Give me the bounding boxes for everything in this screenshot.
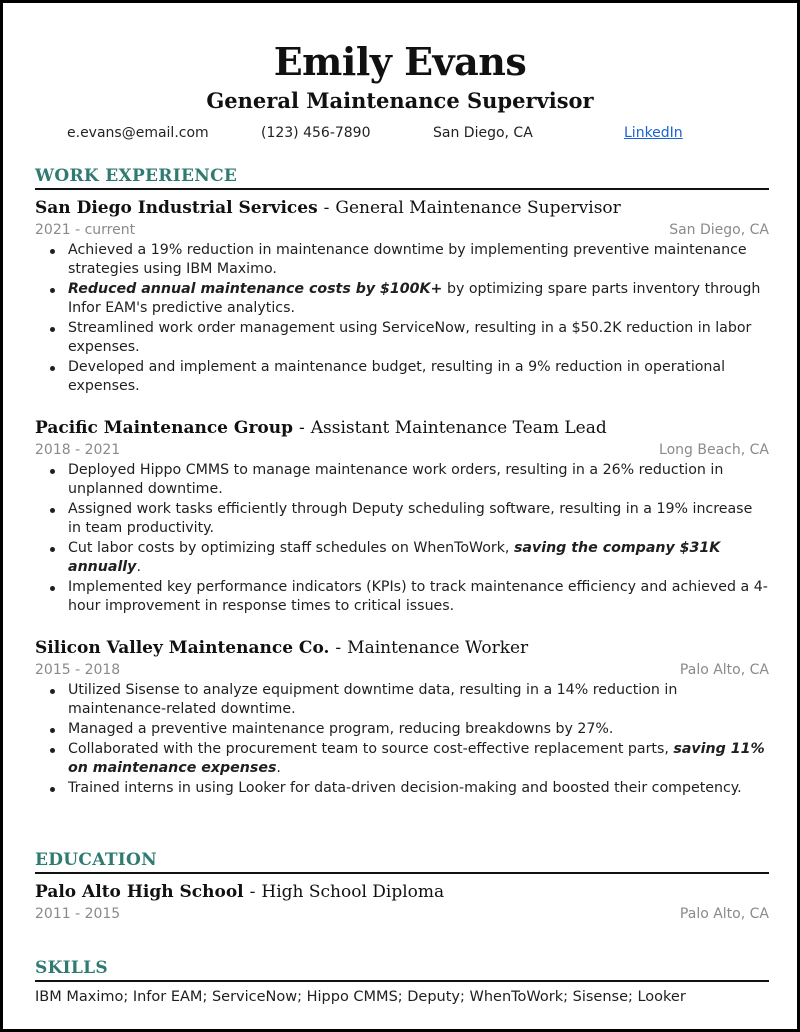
bullet-item: Streamlined work order management using ServiceNow, resulting in a $50.2K reduction in labor expenses. [35,319,769,357]
job-location: San Diego, CA [669,222,769,238]
education-entry [35,881,769,924]
job-location: Palo Alto, CA [679,662,769,678]
section-divider [35,188,769,190]
bullet-item: Managed a preventive maintenance program, reducing breakdowns by 27%. [35,720,769,739]
bullet-item: Cut labor costs by optimizing staff schedules on WhenToWork, saving the company $31K annually. [35,539,769,577]
job-dates: 2018 - 2021 [35,442,121,458]
heading-separator: - [323,198,330,218]
bullet-item: Utilized Sisense to analyze equipment downtime data, resulting in a 14% reduction in maintenance-related downtime. [35,681,769,719]
bullet-item: Deployed Hippo CMMS to manage maintenance work orders, resulting in a 26% reduction in unplanned downtime. [35,461,769,499]
heading-separator: - [335,638,342,658]
job-role: Maintenance Worker [347,638,529,658]
skills-list: IBM Maximo; Infor EAM; ServiceNow; Hippo CMMS; Deputy; WhenToWork; Sisense; Looker [35,989,686,1005]
candidate-name: Emily Evans [273,39,527,84]
section-divider [35,872,769,874]
heading-separator: - [298,418,305,438]
job-company: Pacific Maintenance Group [35,418,293,438]
job-dates: 2015 - 2018 [35,662,121,678]
education-heading [35,881,769,903]
section-title-education: EDUCATION [35,850,157,870]
bullet-item: Reduced annual maintenance costs by $100K+ by optimizing spare parts inventory through Infor EAM's predictive analytics. [35,280,769,318]
job-company: San Diego Industrial Services [35,198,318,218]
contact-location: San Diego, CA [433,125,533,141]
job-entry [35,637,769,799]
job-entry [35,197,769,397]
education-school: Palo Alto High School [35,882,244,902]
contact-email: e.evans@email.com [67,125,209,141]
contact-phone: (123) 456-7890 [261,125,371,141]
job-meta [35,661,769,680]
heading-separator: - [249,882,256,902]
education-dates: 2011 - 2015 [35,906,121,922]
job-meta [35,441,769,460]
job-heading [35,637,769,659]
job-bullets [35,681,769,798]
candidate-title: General Maintenance Supervisor [206,88,594,113]
bullet-item: Implemented key performance indicators (KPIs) to track maintenance efficiency and achieved a 4-hour improvement in response times to critical issues. [35,578,769,616]
job-heading [35,197,769,219]
section-title-skills: SKILLS [35,958,108,978]
bullet-item: Developed and implement a maintenance budget, resulting in a 9% reduction in operational expenses. [35,358,769,396]
job-bullets [35,461,769,616]
education-meta [35,905,769,924]
job-dates: 2021 - current [35,222,136,238]
section-title-work: WORK EXPERIENCE [35,166,238,186]
education-location: Palo Alto, CA [679,906,769,922]
education-degree: High School Diploma [261,882,445,902]
job-role: General Maintenance Supervisor [335,198,621,218]
job-bullets [35,241,769,396]
job-meta [35,221,769,240]
bullet-item: Trained interns in using Looker for data-driven decision-making and boosted their competency. [35,779,769,798]
job-heading [35,417,769,439]
bullet-item: Collaborated with the procurement team to source cost-effective replacement parts, saving 11% on maintenance expenses. [35,740,769,778]
job-company: Silicon Valley Maintenance Co. [35,638,330,658]
resume-header [3,39,797,115]
bullet-item: Achieved a 19% reduction in maintenance downtime by implementing preventive maintenance strategies using IBM Maximo. [35,241,769,279]
section-divider [35,980,769,982]
job-entry [35,417,769,617]
job-location: Long Beach, CA [659,442,769,458]
job-role: Assistant Maintenance Team Lead [310,418,607,438]
linkedin-link[interactable]: LinkedIn [624,125,683,141]
bullet-item: Assigned work tasks efficiently through Deputy scheduling software, resulting in a 19% increase in team productivity. [35,500,769,538]
